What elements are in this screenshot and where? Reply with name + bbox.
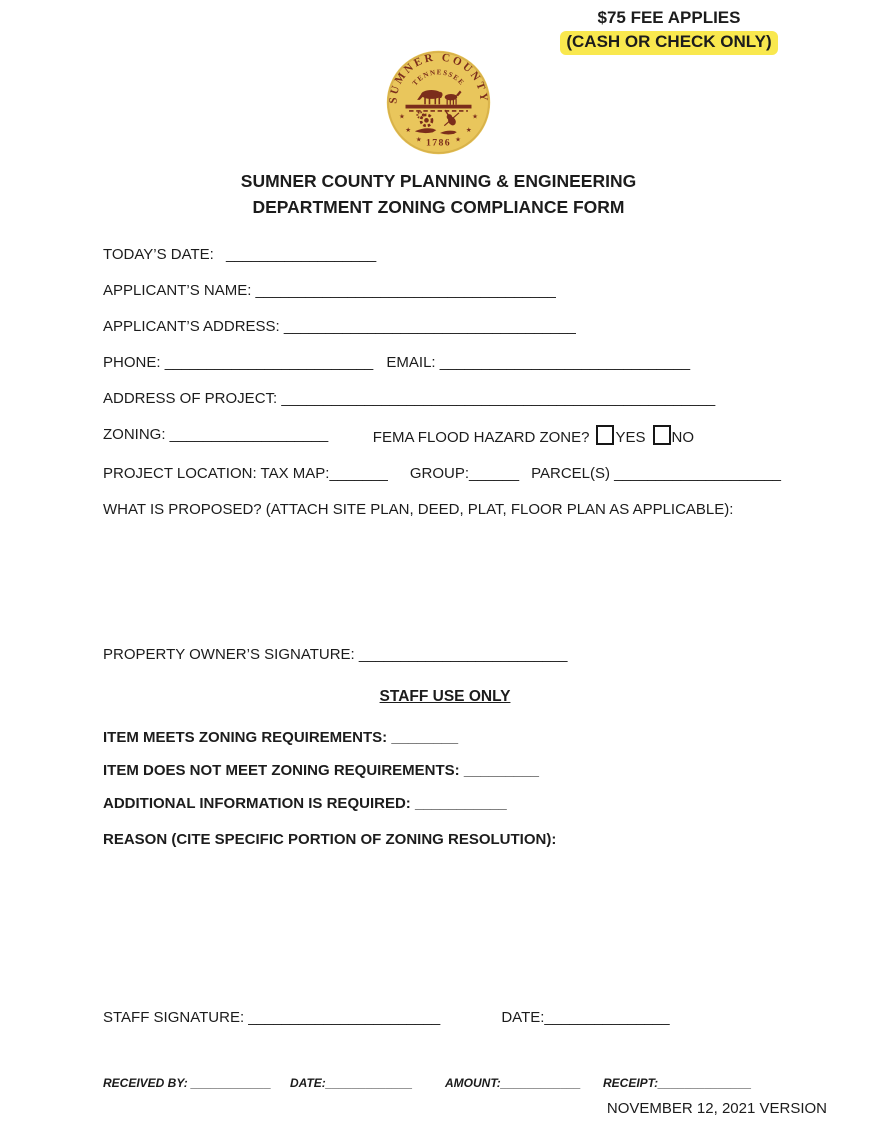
applicant-name-row (103, 281, 787, 301)
fema-flood-label: FEMA FLOOD HAZARD ZONE? (372, 429, 590, 446)
staff-signature-label: STAFF SIGNATURE: (103, 1009, 245, 1026)
item-does-not-meet-label: ITEM DOES NOT MEET ZONING REQUIREMENTS: (103, 762, 460, 779)
staff-date-blank[interactable]: _______________ (544, 1009, 670, 1026)
zoning-label: ZONING: (103, 426, 166, 443)
address-of-project-label: ADDRESS OF PROJECT: (103, 390, 278, 407)
form-title-line2: DEPARTMENT ZONING COMPLIANCE FORM (252, 197, 625, 217)
email-label: EMAIL: (386, 354, 436, 371)
phone-label: PHONE: (103, 354, 161, 371)
seal-state-text: TENNESSEE (410, 68, 467, 88)
zoning-fema-row (103, 425, 787, 448)
form-title (0, 168, 877, 220)
fema-yes-checkbox[interactable] (596, 425, 614, 445)
staff-use-only-heading: STAFF USE ONLY (379, 688, 511, 705)
applicant-address-row (103, 317, 787, 337)
reason-row (103, 830, 787, 850)
item-meets-label: ITEM MEETS ZONING REQUIREMENTS: (103, 729, 388, 746)
fema-no-label: NO (671, 429, 694, 446)
item-meets-blank[interactable]: ________ (391, 729, 459, 746)
owner-signature-label: PROPERTY OWNER’S SIGNATURE: (103, 646, 355, 663)
svg-text:★: ★ (472, 113, 479, 121)
group-blank[interactable]: ______ (469, 465, 520, 482)
staff-date-label: DATE: (501, 1009, 545, 1026)
email-blank[interactable]: ______________________________ (439, 354, 691, 371)
owner-signature-blank[interactable]: _________________________ (358, 646, 568, 663)
todays-date-label: TODAY’S DATE: (103, 246, 214, 263)
group-label: GROUP: (409, 465, 470, 482)
svg-text:★: ★ (465, 126, 472, 134)
parcel-blank[interactable]: ____________________ (614, 465, 782, 482)
version-text: NOVEMBER 12, 2021 VERSION (606, 1100, 827, 1117)
fee-notice (545, 7, 793, 55)
owner-signature-row (103, 645, 787, 665)
svg-text:★: ★ (398, 113, 405, 121)
what-is-proposed-label: WHAT IS PROPOSED? (ATTACH SITE PLAN, DEED, PLAT, FLOOR PLAN AS APPLICABLE): (103, 501, 734, 518)
item-meets-row (103, 728, 787, 748)
reason-writing-space[interactable] (103, 850, 787, 1008)
seal-ring-text: SUMNER COUNTY (387, 51, 490, 105)
receipt-date-label: DATE: (290, 1076, 326, 1090)
additional-info-label: ADDITIONAL INFORMATION IS REQUIRED: (103, 795, 411, 812)
reason-label: REASON (CITE SPECIFIC PORTION OF ZONING RESOLUTION): (103, 831, 557, 848)
todays-date-row (103, 245, 787, 265)
form-title-line1: SUMNER COUNTY PLANNING & ENGINEERING (240, 171, 637, 191)
additional-info-row (103, 794, 787, 814)
phone-blank[interactable]: _________________________ (164, 354, 374, 371)
applicant-address-label: APPLICANT’S ADDRESS: (103, 318, 280, 335)
amount-label: AMOUNT: (445, 1076, 501, 1090)
address-of-project-blank[interactable]: ____________________________________________________ (281, 390, 716, 407)
staff-signature-row (103, 1008, 787, 1028)
fee-amount-text: $75 FEE APPLIES (597, 8, 741, 27)
svg-text:★: ★ (415, 136, 422, 144)
what-is-proposed-row (103, 500, 787, 520)
item-does-not-meet-row (103, 761, 787, 781)
fema-no-checkbox[interactable] (653, 425, 671, 445)
applicant-address-blank[interactable]: ___________________________________ (283, 318, 576, 335)
phone-email-row (103, 353, 787, 373)
project-location-label: PROJECT LOCATION: TAX MAP: (103, 465, 330, 482)
address-of-project-row (103, 389, 787, 409)
zoning-blank[interactable]: ___________________ (169, 426, 329, 443)
receipt-row (103, 1073, 787, 1089)
amount-blank[interactable]: ____________ (500, 1076, 581, 1090)
project-location-row (103, 464, 787, 484)
parcel-label: PARCEL(S) (531, 465, 610, 482)
county-seal-icon (385, 49, 492, 156)
additional-info-blank[interactable]: ___________ (414, 795, 507, 812)
receipt-number-label: RECEIPT: (603, 1076, 659, 1090)
item-does-not-meet-blank[interactable]: _________ (463, 762, 539, 779)
proposed-writing-space[interactable] (103, 536, 787, 645)
todays-date-blank[interactable]: __________________ (226, 246, 377, 263)
applicant-name-label: APPLICANT’S NAME: (103, 282, 252, 299)
sumner-county-seal (385, 49, 492, 156)
staff-signature-blank[interactable]: _______________________ (248, 1009, 441, 1026)
received-by-blank[interactable]: ____________ (191, 1076, 272, 1090)
seal-year-text: 1786 (426, 137, 451, 149)
svg-text:★: ★ (405, 126, 412, 134)
fee-payment-method-text: (CASH OR CHECK ONLY) (560, 31, 777, 55)
receipt-date-blank[interactable]: _____________ (325, 1076, 413, 1090)
tax-map-blank[interactable]: _______ (329, 465, 388, 482)
received-by-label: RECEIVED BY: (103, 1076, 188, 1090)
applicant-name-blank[interactable]: ____________________________________ (255, 282, 556, 299)
receipt-number-blank[interactable]: ______________ (658, 1076, 752, 1090)
form-body (103, 245, 787, 1089)
svg-text:★: ★ (455, 136, 462, 144)
fema-yes-label: YES (615, 429, 646, 446)
